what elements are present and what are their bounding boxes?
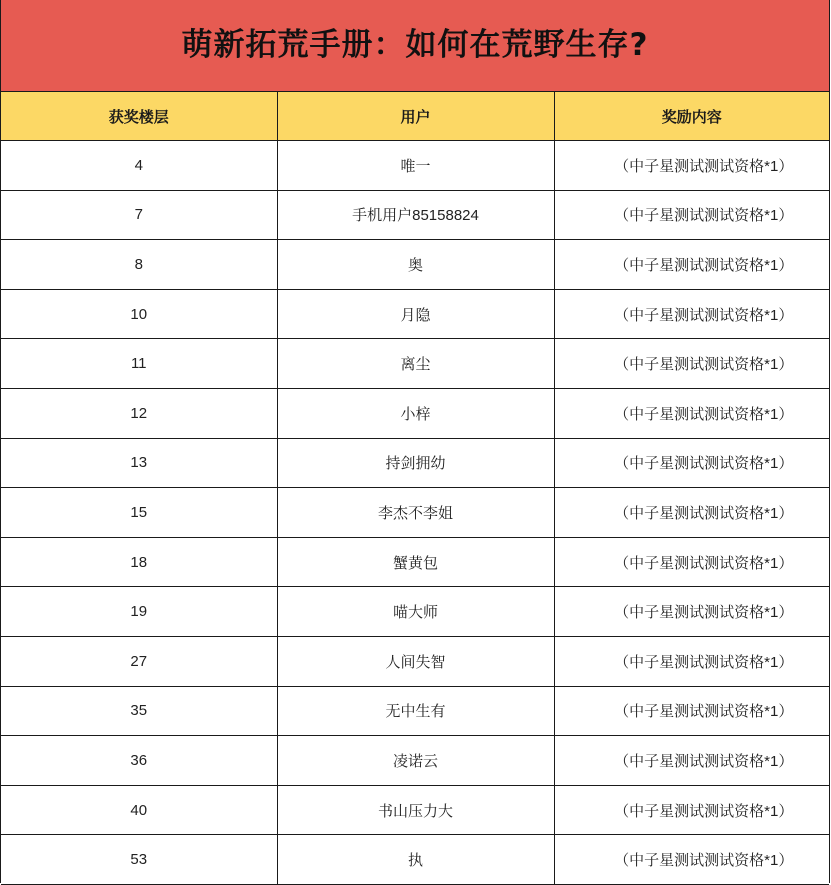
user-cell: 离尘 — [277, 339, 554, 389]
user-cell: 持剑拥幼 — [277, 438, 554, 488]
floor-cell: 13 — [1, 438, 277, 488]
user-cell: 小梓 — [277, 388, 554, 438]
user-cell: 书山压力大 — [277, 785, 554, 835]
user-cell: 奥 — [277, 240, 554, 290]
user-cell: 手机用户85158824 — [277, 190, 554, 240]
table-row — [1, 587, 829, 637]
user-cell: 唯一 — [277, 141, 554, 191]
table-row — [1, 240, 829, 290]
reward-cell: （中子星测试测试资格*1） — [554, 289, 829, 339]
reward-cell: （中子星测试测试资格*1） — [554, 537, 829, 587]
table-row — [1, 289, 829, 339]
reward-cell: （中子星测试测试资格*1） — [554, 785, 829, 835]
reward-cell: （中子星测试测试资格*1） — [554, 636, 829, 686]
table-row — [1, 736, 829, 786]
user-cell: 月隐 — [277, 289, 554, 339]
floor-cell: 53 — [1, 835, 277, 885]
reward-cell: （中子星测试测试资格*1） — [554, 438, 829, 488]
floor-cell: 8 — [1, 240, 277, 290]
floor-cell: 27 — [1, 636, 277, 686]
user-cell: 执 — [277, 835, 554, 885]
user-cell: 无中生有 — [277, 686, 554, 736]
user-cell: 喵大师 — [277, 587, 554, 637]
reward-cell: （中子星测试测试资格*1） — [554, 190, 829, 240]
floor-cell: 11 — [1, 339, 277, 389]
table-row — [1, 785, 829, 835]
floor-cell: 12 — [1, 388, 277, 438]
floor-cell: 36 — [1, 736, 277, 786]
reward-cell: （中子星测试测试资格*1） — [554, 240, 829, 290]
floor-cell: 4 — [1, 141, 277, 191]
column-header-user: 用户 — [277, 92, 554, 141]
table-row — [1, 388, 829, 438]
winners-table — [1, 92, 829, 885]
floor-cell: 10 — [1, 289, 277, 339]
table-row — [1, 686, 829, 736]
floor-cell: 7 — [1, 190, 277, 240]
reward-cell: （中子星测试测试资格*1） — [554, 488, 829, 538]
title-banner — [1, 0, 829, 92]
floor-cell: 40 — [1, 785, 277, 835]
column-header-floor: 获奖楼层 — [1, 92, 277, 141]
table-row — [1, 339, 829, 389]
table-row — [1, 835, 829, 885]
column-header-reward: 奖励内容 — [554, 92, 829, 141]
floor-cell: 15 — [1, 488, 277, 538]
table-row — [1, 488, 829, 538]
floor-cell: 18 — [1, 537, 277, 587]
reward-cell: （中子星测试测试资格*1） — [554, 835, 829, 885]
table-header-row — [1, 92, 829, 141]
reward-cell: （中子星测试测试资格*1） — [554, 686, 829, 736]
user-cell: 李杰不李姐 — [277, 488, 554, 538]
table-body — [1, 141, 829, 885]
table-row — [1, 537, 829, 587]
reward-cell: （中子星测试测试资格*1） — [554, 339, 829, 389]
table-row — [1, 636, 829, 686]
page-title: 萌新拓荒手册：如何在荒野生存? — [181, 27, 649, 63]
reward-cell: （中子星测试测试资格*1） — [554, 736, 829, 786]
reward-cell: （中子星测试测试资格*1） — [554, 587, 829, 637]
reward-cell: （中子星测试测试资格*1） — [554, 388, 829, 438]
table-row — [1, 141, 829, 191]
floor-cell: 35 — [1, 686, 277, 736]
user-cell: 蟹黄包 — [277, 537, 554, 587]
table-row — [1, 190, 829, 240]
reward-cell: （中子星测试测试资格*1） — [554, 141, 829, 191]
user-cell: 凌诺云 — [277, 736, 554, 786]
floor-cell: 19 — [1, 587, 277, 637]
table-row — [1, 438, 829, 488]
user-cell: 人间失智 — [277, 636, 554, 686]
